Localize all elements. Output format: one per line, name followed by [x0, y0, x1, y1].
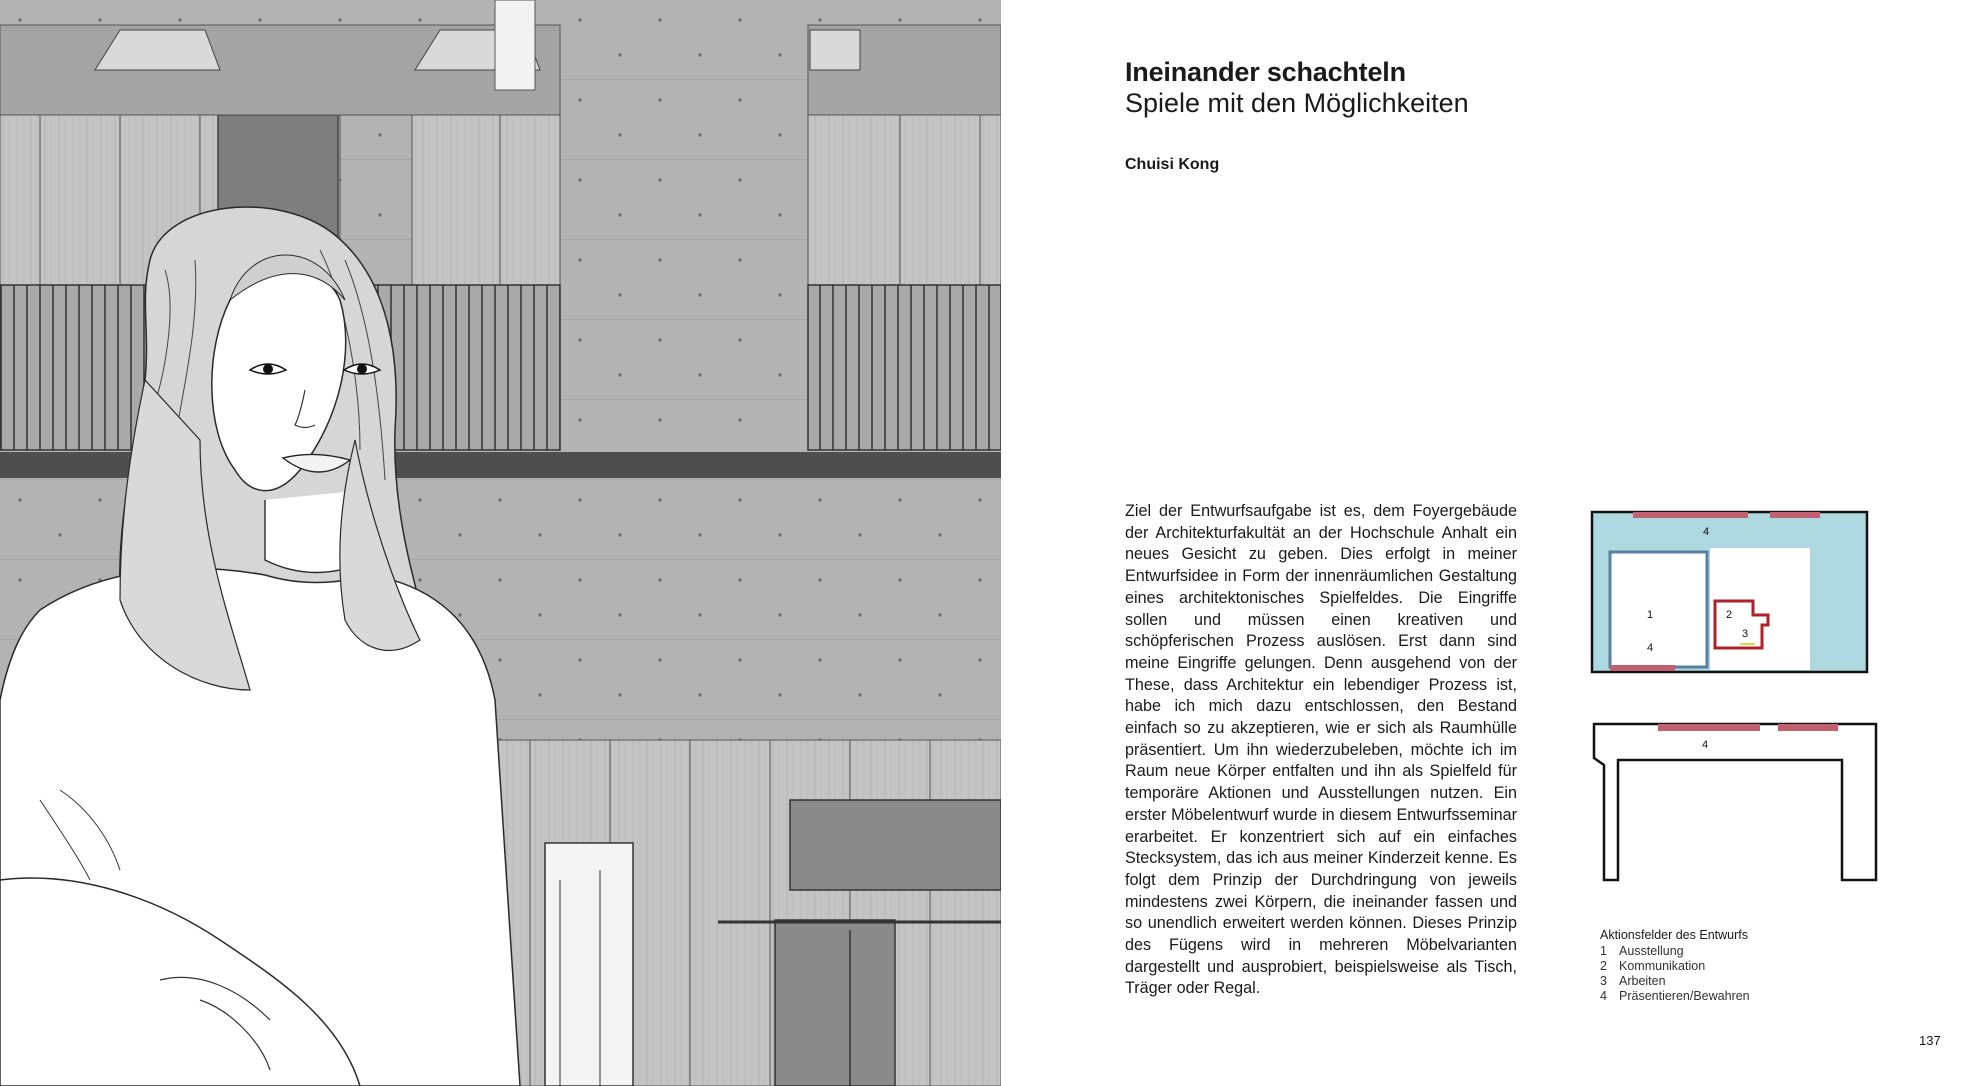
legend [1600, 928, 1750, 1004]
plan-label: 4 [1703, 526, 1710, 538]
legend-item: 4 Präsentieren/Bewahren [1600, 989, 1750, 1003]
plan-label: 4 [1702, 739, 1709, 751]
legend-title: Aktionsfelder des Entwurfs [1600, 928, 1748, 942]
article-author: Chuisi Kong [1125, 156, 1220, 173]
zone-4-bar-bottom [1610, 665, 1675, 671]
article-title: Ineinander schachteln [1125, 57, 1406, 87]
article-body: Ziel der Entwurfsaufgabe ist es, dem Foyergebäude der Architekturfakultät an der Hochschule Anhalt ein neues Gesicht zu geben. Dies erfolgt in meiner Entwurfsidee in Form der innenräumlichen Gestaltung eines architektonisches Spielfeldes. Die Eingriffe sollen und müssen einen kreativen und schöpferischen Prozess auslösen. Erst dann sind meine Eingriffe gelungen. Denn ausgehend von der These, dass Architektur ein lebendiger Prozess ist, habe ich mich dazu entschlossen, den Bestand einfach so zu akzeptieren, wie er sich als Raumhülle präsentiert. Um ihn wiederzubeleben, möchte ich im Raum neue Körper entfalten und ihn als Spielfeld für temporäre Aktionen und Ausstellungen nutzen. Ein erster Möbelentwurf wurde in diesem Entwurfsseminar erarbeitet. Er konzentriert sich auf ein einfaches Stecksystem, das ich aus meiner Kinderzeit kenne. Es folgt dem Prinzip der Durchdringung von jeweils mindestens zwei Körpern, die ineinander fassen und so unendlich erweitert werden können. Dieses Prinzip des Fügens wird in mehreren Möbelvarianten dargestellt und ausprobiert, beispielsweise als Tisch, Träger oder Regal. [1125, 502, 1517, 998]
lower-wall [470, 740, 1001, 1086]
zone-4-bar-left [1633, 512, 1748, 518]
plan-label: 1 [1647, 609, 1654, 621]
plan-label: 4 [1647, 642, 1654, 654]
section-outline [1594, 724, 1876, 880]
article-subtitle: Spiele mit den Möglichkeiten [1125, 88, 1469, 118]
page-number: 137 [1919, 1033, 1941, 1048]
legend-item: 2 Kommunikation [1600, 959, 1706, 973]
floor-plan-action-fields [1590, 510, 1870, 675]
plan-label: 3 [1742, 628, 1749, 640]
floor-plan-section [1590, 720, 1880, 885]
legend-item: 3 Arbeiten [1600, 974, 1666, 988]
zone-4-bar-right [1770, 512, 1820, 518]
zone-4-bar-left [1658, 724, 1760, 731]
plan-label: 2 [1726, 609, 1733, 621]
zone-4-bar-right [1778, 724, 1838, 731]
zone-1-exhibition [1610, 552, 1707, 667]
legend-item: 1 Ausstellung [1600, 944, 1684, 958]
